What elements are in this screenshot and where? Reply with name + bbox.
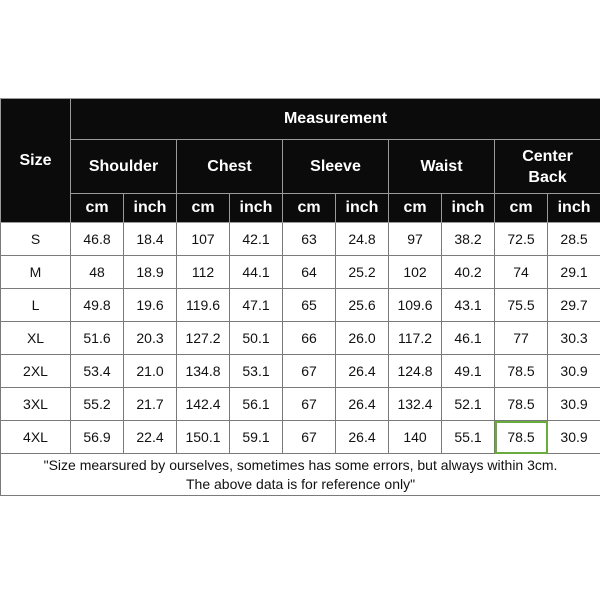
value-cell: 134.8 (177, 355, 230, 388)
size-cell: 4XL (1, 421, 71, 454)
unit-header-cm: cm (283, 194, 336, 223)
value-cell: 140 (389, 421, 442, 454)
size-cell: S (1, 223, 71, 256)
value-cell: 30.9 (548, 388, 600, 421)
size-cell: M (1, 256, 71, 289)
value-cell: 49.1 (442, 355, 495, 388)
value-cell: 30.3 (548, 322, 600, 355)
table-row (1, 421, 600, 454)
value-cell: 43.1 (442, 289, 495, 322)
measurement-header: Measurement (71, 99, 600, 140)
value-cell: 19.6 (124, 289, 177, 322)
chest-header: Chest (177, 140, 283, 194)
unit-header-cm: cm (177, 194, 230, 223)
value-cell: 48 (71, 256, 124, 289)
value-cell: 44.1 (230, 256, 283, 289)
value-cell: 150.1 (177, 421, 230, 454)
value-cell: 67 (283, 421, 336, 454)
value-cell: 49.8 (71, 289, 124, 322)
value-cell: 119.6 (177, 289, 230, 322)
value-cell: 38.2 (442, 223, 495, 256)
value-cell: 67 (283, 388, 336, 421)
value-cell: 46.8 (71, 223, 124, 256)
table-row (1, 322, 600, 355)
size-cell: 3XL (1, 388, 71, 421)
value-cell: 75.5 (495, 289, 548, 322)
size-cell: XL (1, 322, 71, 355)
table-row (1, 256, 600, 289)
value-cell: 74 (495, 256, 548, 289)
value-cell: 22.4 (124, 421, 177, 454)
size-rows (1, 223, 600, 454)
value-cell: 112 (177, 256, 230, 289)
sleeve-header: Sleeve (283, 140, 389, 194)
value-cell: 117.2 (389, 322, 442, 355)
unit-header-inch: inch (548, 194, 600, 223)
unit-header-inch: inch (336, 194, 389, 223)
value-cell: 47.1 (230, 289, 283, 322)
value-cell: 26.4 (336, 421, 389, 454)
shoulder-header: Shoulder (71, 140, 177, 194)
value-cell: 107 (177, 223, 230, 256)
value-cell: 53.4 (71, 355, 124, 388)
value-cell: 56.1 (230, 388, 283, 421)
value-cell: 78.5 (495, 388, 548, 421)
value-cell: 26.0 (336, 322, 389, 355)
value-cell: 78.5 (495, 421, 548, 454)
value-cell: 78.5 (495, 355, 548, 388)
value-cell: 46.1 (442, 322, 495, 355)
value-cell: 97 (389, 223, 442, 256)
table-row (1, 355, 600, 388)
value-cell: 30.9 (548, 355, 600, 388)
table-row (1, 223, 600, 256)
value-cell: 59.1 (230, 421, 283, 454)
unit-header-inch: inch (230, 194, 283, 223)
center-back-header (495, 140, 600, 194)
value-cell: 142.4 (177, 388, 230, 421)
value-cell: 18.9 (124, 256, 177, 289)
value-cell: 127.2 (177, 322, 230, 355)
value-cell: 66 (283, 322, 336, 355)
value-cell: 50.1 (230, 322, 283, 355)
unit-header-cm: cm (495, 194, 548, 223)
size-table (0, 98, 600, 496)
waist-header: Waist (389, 140, 495, 194)
value-cell: 56.9 (71, 421, 124, 454)
center-back-label: Center Back (522, 147, 573, 186)
value-cell: 124.8 (389, 355, 442, 388)
value-cell: 77 (495, 322, 548, 355)
unit-header-cm: cm (71, 194, 124, 223)
value-cell: 30.9 (548, 421, 600, 454)
value-cell: 21.0 (124, 355, 177, 388)
value-cell: 63 (283, 223, 336, 256)
value-cell: 52.1 (442, 388, 495, 421)
value-cell: 26.4 (336, 355, 389, 388)
value-cell: 25.2 (336, 256, 389, 289)
table-row (1, 289, 600, 322)
value-cell: 132.4 (389, 388, 442, 421)
value-cell: 65 (283, 289, 336, 322)
value-cell: 40.2 (442, 256, 495, 289)
unit-header-inch: inch (124, 194, 177, 223)
value-cell: 51.6 (71, 322, 124, 355)
value-cell: 67 (283, 355, 336, 388)
unit-header-inch: inch (442, 194, 495, 223)
value-cell: 20.3 (124, 322, 177, 355)
table-row (1, 388, 600, 421)
size-cell: L (1, 289, 71, 322)
disclaimer-line-2: The above data is for reference only" (185, 475, 416, 492)
value-cell: 64 (283, 256, 336, 289)
unit-header-cm: cm (389, 194, 442, 223)
value-cell: 42.1 (230, 223, 283, 256)
value-cell: 72.5 (495, 223, 548, 256)
value-cell: 109.6 (389, 289, 442, 322)
value-cell: 25.6 (336, 289, 389, 322)
value-cell: 28.5 (548, 223, 600, 256)
value-cell: 21.7 (124, 388, 177, 421)
value-cell: 24.8 (336, 223, 389, 256)
value-cell: 102 (389, 256, 442, 289)
size-cell: 2XL (1, 355, 71, 388)
disclaimer-note (1, 454, 600, 496)
disclaimer-line-1: "Size mearsured by ourselves, sometimes has some errors, but always within 3cm. (43, 456, 558, 473)
size-header: Size (1, 99, 71, 223)
value-cell: 53.1 (230, 355, 283, 388)
value-cell: 55.2 (71, 388, 124, 421)
unit-row (1, 194, 600, 223)
value-cell: 29.7 (548, 289, 600, 322)
size-chart (0, 98, 600, 496)
value-cell: 55.1 (442, 421, 495, 454)
value-cell: 26.4 (336, 388, 389, 421)
value-cell: 18.4 (124, 223, 177, 256)
value-cell: 29.1 (548, 256, 600, 289)
